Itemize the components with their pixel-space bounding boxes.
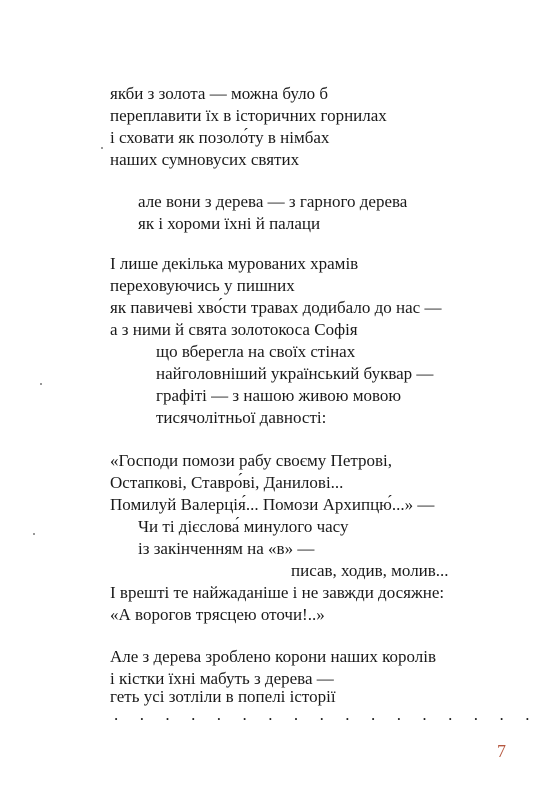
poem-line: Остапкові, Ставро́ві, Данилові... <box>110 473 344 492</box>
poem-line: але вони з дерева — з гарного дерева <box>138 192 408 211</box>
poem-line: тисячолітньої давності: <box>156 408 327 427</box>
poem-line: і сховати як позоло́ту в німбах <box>110 128 330 147</box>
scan-speck <box>101 147 103 149</box>
poem-line: як павичеві хво́сти травах додибало до нас — <box>110 298 442 317</box>
poem-line: якби з золота — можна було б <box>110 84 329 103</box>
poem-line: І лише декілька мурованих храмів <box>110 254 359 273</box>
poem-line: Помилуй Валерція́... Помози Архипцю́...» — <box>110 495 435 514</box>
poem-line: Але з дерева зроблено корони наших королів <box>110 647 437 666</box>
poem-line: переплавити їх в історичних горнилах <box>110 106 387 125</box>
poem-line: і кістки їхні мабуть з дерева — <box>110 669 334 688</box>
poem-line: І врешті те найжаданіше і не завжди досяжне: <box>110 583 445 602</box>
poem-line: найголовніший український буквар — <box>156 364 434 383</box>
poem-line: «Господи помози рабу своєму Петрові, <box>110 451 393 470</box>
poem-line: графіті — з нашою живою мовою <box>156 386 402 405</box>
poem-line: «А ворогов трясцею оточи!..» <box>110 605 325 624</box>
scan-speck <box>33 533 35 535</box>
poem-line: наших сумновусих святих <box>110 150 300 169</box>
poem-line: Чи ті дієслова́ минулого часу <box>138 517 349 536</box>
poem-line: що вберегла на своїх стінах <box>156 342 356 361</box>
ellipsis-divider: . . . . . . . . . . . . . . . . . <box>114 705 539 724</box>
poem-line: як і хороми їхні й палаци <box>138 214 321 233</box>
poem-line: геть усі зотліли в попелі історії <box>110 687 336 706</box>
poem-line: переховуючись у пишних <box>110 276 295 295</box>
poem-line: а з ними й свята золотокоса Софія <box>110 320 358 339</box>
page-number: 7 <box>497 741 506 761</box>
scan-speck <box>40 383 42 385</box>
poem-line: писав, ходив, молив... <box>291 561 449 580</box>
poem-line: із закінченням на «в» — <box>138 539 315 558</box>
